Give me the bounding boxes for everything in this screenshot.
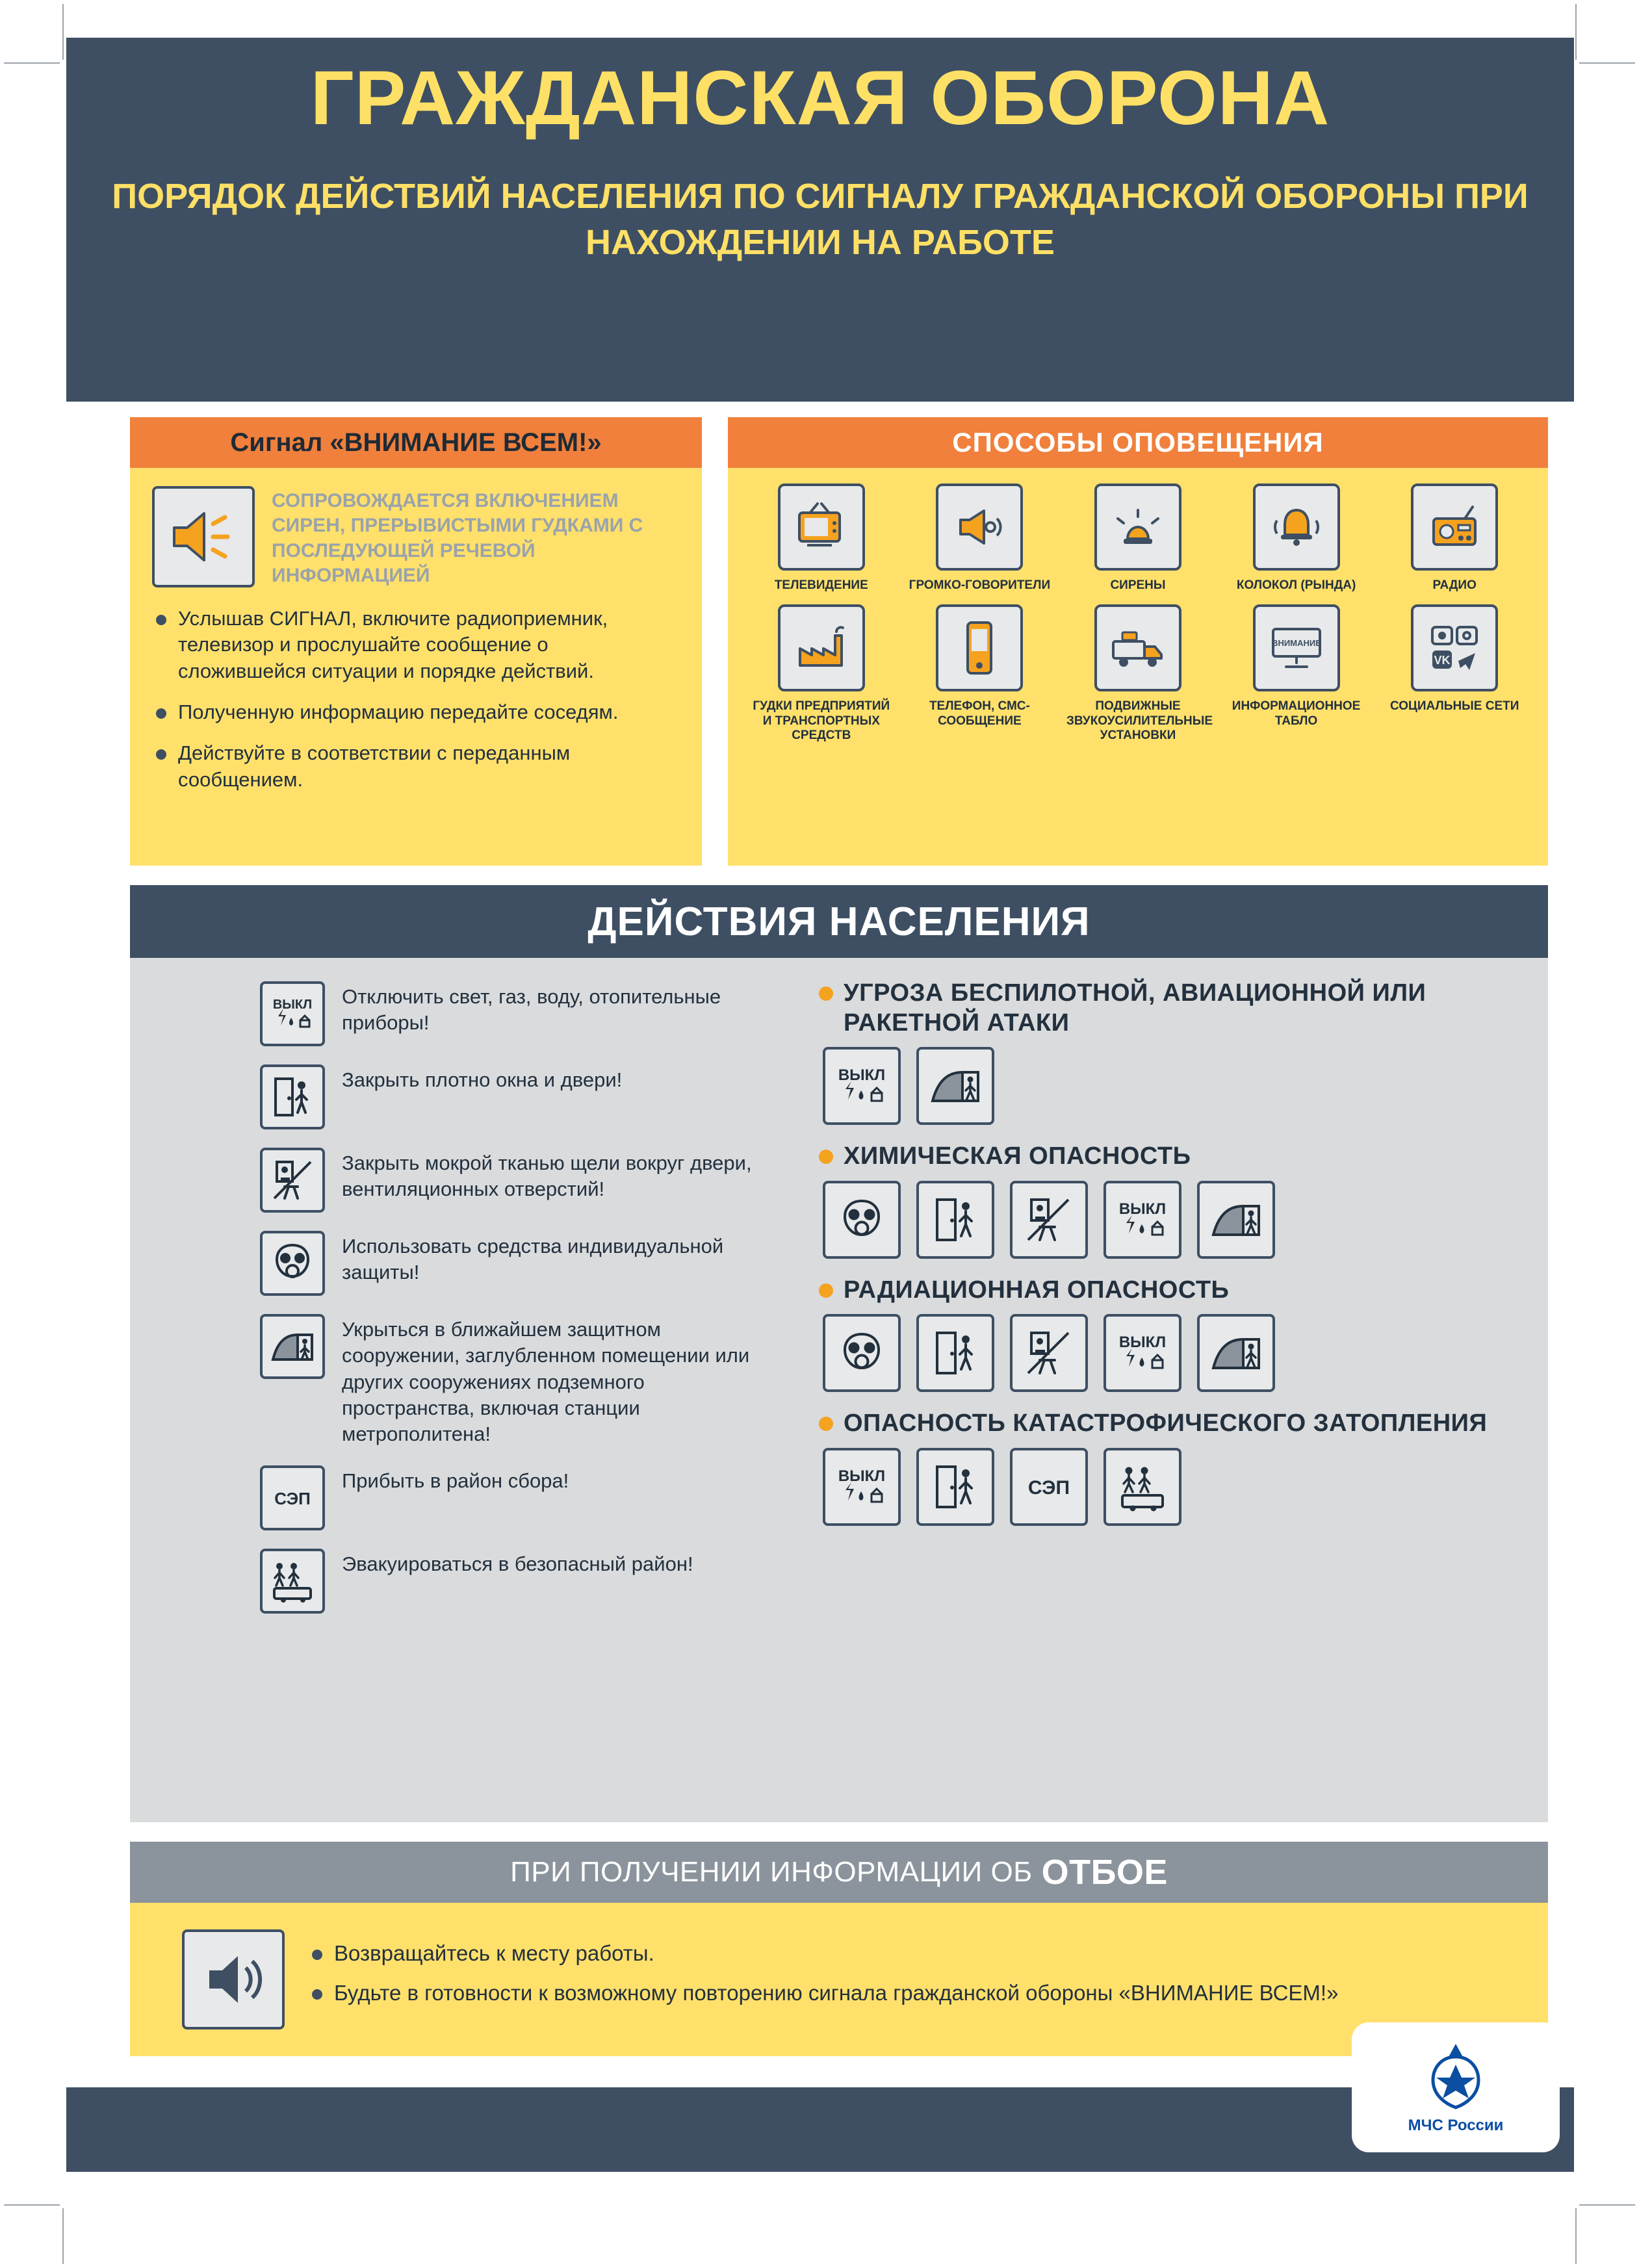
item-label: Закрыть мокрой тканью щели вокруг двери, вентиляционных отверстий! bbox=[342, 1152, 752, 1201]
signal-panel bbox=[130, 417, 702, 866]
power-off-icon bbox=[823, 1047, 901, 1125]
assembly-point-icon bbox=[260, 1465, 325, 1530]
svg-text:ВЫКЛ: ВЫКЛ bbox=[1118, 1200, 1167, 1218]
shelter-icon bbox=[1197, 1181, 1275, 1259]
item-label: ПОДВИЖНЫЕ ЗВУКОУСИЛИТЕЛЬНЫЕ УСТАНОВКИ bbox=[1066, 699, 1213, 743]
list-item bbox=[1375, 483, 1534, 593]
item-label: РАДИО bbox=[1432, 578, 1477, 592]
seal-cracks-icon bbox=[260, 1148, 325, 1213]
all-clear-panel bbox=[130, 1903, 1548, 2056]
close-window-door-icon bbox=[916, 1314, 994, 1392]
all-clear-title bbox=[130, 1842, 1548, 1903]
close-window-door-icon bbox=[260, 1064, 325, 1129]
bullet-dot-icon bbox=[819, 1150, 833, 1164]
seal-cracks-icon bbox=[1010, 1314, 1088, 1392]
item-label: ТЕЛЕВИДЕНИЕ bbox=[774, 578, 868, 592]
item-label: ТЕЛЕФОН, СМС-СООБЩЕНИЕ bbox=[929, 699, 1030, 728]
list-item bbox=[260, 1465, 754, 1530]
all-clear-title-strong: ОТБОЕ bbox=[1041, 1853, 1168, 1892]
list-item bbox=[260, 981, 754, 1046]
notification-methods-grid bbox=[728, 468, 1548, 755]
emercom-logo bbox=[1352, 2022, 1560, 2152]
shelter-icon bbox=[260, 1314, 325, 1379]
logo-label: МЧС России bbox=[1408, 2117, 1504, 2134]
page-subtitle: ПОРЯДОК ДЕЙСТВИЙ НАСЕЛЕНИЯ ПО СИГНАЛУ ГРАЖДАНСКОЙ ОБОРОНЫ ПРИ НАХОЖДЕНИИ НА РАБОТЕ bbox=[112, 177, 1529, 262]
power-off-icon bbox=[1103, 1314, 1181, 1392]
list-item: Полученную информацию передайте соседям. bbox=[152, 699, 680, 726]
list-item bbox=[901, 604, 1059, 743]
power-off-icon bbox=[1103, 1181, 1181, 1259]
list-item bbox=[1375, 604, 1534, 743]
close-window-door-icon bbox=[916, 1181, 994, 1259]
siren-icon bbox=[1094, 483, 1181, 571]
hazard-block bbox=[819, 1276, 1521, 1393]
list-item bbox=[742, 604, 901, 743]
list-item: Услышав СИГНАЛ, включите радиоприемник, телевизор и прослушайте сообщение о сложившейся ситуации и порядке действий. bbox=[152, 606, 680, 686]
gas-mask-icon bbox=[823, 1314, 901, 1392]
hazard-block bbox=[819, 1409, 1521, 1526]
close-window-door-icon bbox=[916, 1448, 994, 1526]
list-item: Действуйте в соответствии с переданным сообщением. bbox=[152, 740, 680, 793]
poster-header bbox=[66, 38, 1574, 402]
notification-methods-title: СПОСОБЫ ОПОВЕЩЕНИЯ bbox=[728, 417, 1548, 468]
item-label: Укрыться в ближайшем защитном сооружении, заглубленном помещении или других сооружениях подземного пространства, включая станции метрополитена! bbox=[342, 1318, 750, 1446]
power-off-icon bbox=[260, 981, 325, 1046]
list-item: Будьте в готовности к возможному повторению сигнала гражданской обороны «ВНИМАНИЕ ВСЕМ!» bbox=[308, 1979, 1338, 2007]
list-item bbox=[1217, 483, 1376, 593]
hazard-title: ХИМИЧЕСКАЯ ОПАСНОСТЬ bbox=[844, 1142, 1191, 1170]
notification-methods-panel bbox=[728, 417, 1548, 866]
assembly-point-icon bbox=[1010, 1448, 1088, 1526]
signal-bullet-list bbox=[152, 606, 680, 793]
actions-section bbox=[130, 958, 1548, 1822]
hazard-block bbox=[819, 1142, 1521, 1259]
list-item bbox=[260, 1314, 754, 1447]
svg-text:VK: VK bbox=[1434, 654, 1451, 667]
svg-text:ВЫКЛ: ВЫКЛ bbox=[272, 998, 313, 1012]
hazard-block bbox=[819, 979, 1521, 1125]
svg-text:ВНИМАНИЕ: ВНИМАНИЕ bbox=[1271, 638, 1321, 649]
signal-panel-title: Сигнал «ВНИМАНИЕ ВСЕМ!» bbox=[130, 417, 702, 468]
list-item bbox=[260, 1549, 754, 1614]
emercom-emblem-icon bbox=[1413, 2040, 1498, 2113]
hazard-title: РАДИАЦИОННАЯ ОПАСНОСТЬ bbox=[844, 1276, 1230, 1304]
list-item bbox=[260, 1148, 754, 1213]
actions-section-title: ДЕЙСТВИЯ НАСЕЛЕНИЯ bbox=[130, 885, 1548, 958]
bell-icon bbox=[1253, 483, 1340, 571]
social-networks-icon bbox=[1411, 604, 1498, 691]
shelter-icon bbox=[916, 1047, 994, 1125]
factory-icon bbox=[778, 604, 865, 691]
power-off-icon bbox=[823, 1448, 901, 1526]
seal-cracks-icon bbox=[1010, 1181, 1088, 1259]
item-label: Эвакуироваться в безопасный район! bbox=[342, 1553, 693, 1576]
item-label: Использовать средства индивидуальной защиты! bbox=[342, 1235, 724, 1284]
item-label: ГРОМКО-ГОВОРИТЕЛИ bbox=[909, 578, 1051, 592]
item-label: Отключить свет, газ, воду, отопительные приборы! bbox=[342, 985, 721, 1035]
hazard-list bbox=[819, 979, 1521, 1543]
item-label: Закрыть плотно окна и двери! bbox=[342, 1068, 623, 1091]
item-label: ИНФОРМАЦИОННОЕ ТАБЛО bbox=[1232, 699, 1361, 728]
list-item bbox=[1059, 604, 1217, 743]
evacuation-bus-icon bbox=[1103, 1448, 1181, 1526]
svg-text:СЭП: СЭП bbox=[1027, 1476, 1070, 1499]
shelter-icon bbox=[1197, 1314, 1275, 1392]
list-item bbox=[1059, 483, 1217, 593]
item-label: СОЦИАЛЬНЫЕ СЕТИ bbox=[1389, 699, 1519, 714]
list-item: Возвращайтесь к месту работы. bbox=[308, 1940, 1338, 1968]
radio-icon bbox=[1411, 483, 1498, 571]
hazard-title: УГРОЗА БЕСПИЛОТНОЙ, АВИАЦИОННОЙ ИЛИ РАКЕТНОЙ АТАКИ bbox=[844, 979, 1426, 1037]
hazard-title: ОПАСНОСТЬ КАТАСТРОФИЧЕСКОГО ЗАТОПЛЕНИЯ bbox=[844, 1410, 1488, 1437]
loudspeaker-icon bbox=[152, 486, 255, 587]
gas-mask-icon bbox=[260, 1231, 325, 1296]
svg-text:СЭП: СЭП bbox=[274, 1489, 311, 1509]
info-board-icon bbox=[1253, 604, 1340, 691]
tv-icon bbox=[778, 483, 865, 571]
all-clear-title-plain: ПРИ ПОЛУЧЕНИИ ИНФОРМАЦИИ ОБ bbox=[510, 1856, 1033, 1888]
svg-text:ВЫКЛ: ВЫКЛ bbox=[838, 1467, 886, 1485]
evacuation-bus-icon bbox=[260, 1549, 325, 1614]
item-label: КОЛОКОЛ (РЫНДА) bbox=[1236, 578, 1356, 592]
page-title: ГРАЖДАНСКАЯ ОБОРОНА bbox=[310, 55, 1330, 141]
sound-truck-icon bbox=[1094, 604, 1181, 691]
list-item bbox=[260, 1231, 754, 1296]
item-label: ГУДКИ ПРЕДПРИЯТИЙ И ТРАНСПОРТНЫХ СРЕДСТВ bbox=[753, 699, 890, 743]
bullet-dot-icon bbox=[819, 1283, 833, 1298]
speaker-icon bbox=[182, 1929, 285, 2030]
list-item bbox=[742, 483, 901, 593]
bullet-dot-icon bbox=[819, 1417, 833, 1431]
item-label: Прибыть в район сбора! bbox=[342, 1469, 569, 1493]
list-item bbox=[260, 1064, 754, 1129]
all-clear-bullet-list bbox=[308, 1940, 1338, 2019]
list-item bbox=[901, 483, 1059, 593]
loudspeaker-icon bbox=[936, 483, 1023, 571]
signal-panel-body bbox=[130, 468, 702, 814]
poster-footer bbox=[66, 2087, 1574, 2172]
actions-steps-list bbox=[260, 981, 754, 1632]
mobile-phone-icon bbox=[936, 604, 1023, 691]
svg-text:ВЫКЛ: ВЫКЛ bbox=[838, 1066, 886, 1085]
list-item bbox=[1217, 604, 1376, 743]
item-label: СИРЕНЫ bbox=[1110, 578, 1166, 592]
gas-mask-icon bbox=[823, 1181, 901, 1259]
bullet-dot-icon bbox=[819, 986, 833, 1001]
svg-text:ВЫКЛ: ВЫКЛ bbox=[1118, 1334, 1167, 1352]
signal-note: СОПРОВОЖДАЕТСЯ ВКЛЮЧЕНИЕМ СИРЕН, ПРЕРЫВИСТЫМИ ГУДКАМИ С ПОСЛЕДУЮЩЕЙ РЕЧЕВОЙ ИНФОРМАЦИЕЙ bbox=[272, 490, 643, 587]
poster-sheet bbox=[39, 14, 1599, 2254]
